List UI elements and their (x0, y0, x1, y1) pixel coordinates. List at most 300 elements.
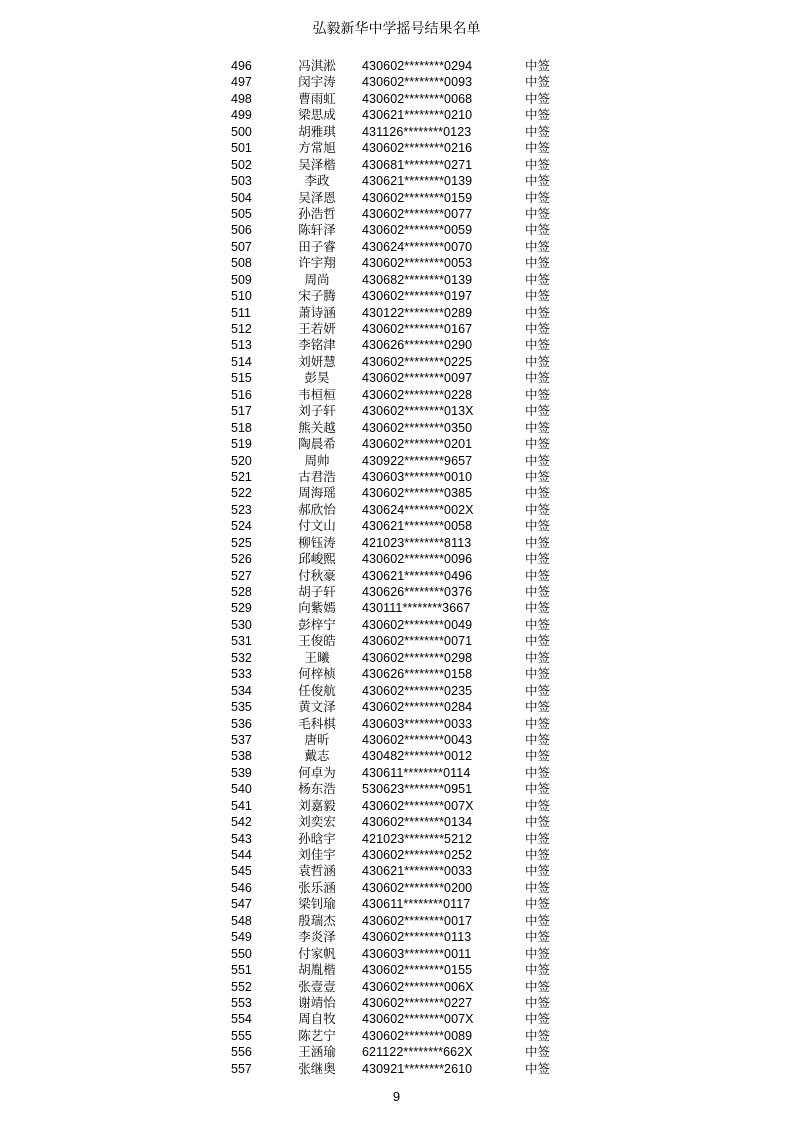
table-row (0, 91, 793, 107)
student-name: 张壹壹 (298, 978, 336, 994)
lottery-result: 中签 (525, 879, 551, 895)
lottery-result: 中签 (525, 633, 551, 649)
student-name: 孙浩哲 (298, 205, 336, 221)
id-number: 430111********3667 (362, 601, 471, 616)
student-name: 付家帆 (298, 945, 336, 961)
id-number: 430602********0155 (362, 963, 473, 978)
row-number: 517 (231, 404, 252, 419)
row-number: 539 (231, 765, 252, 780)
table-row (0, 485, 793, 501)
id-number: 430482********0012 (362, 749, 473, 764)
id-number: 430602********0200 (362, 880, 473, 895)
student-name: 付秋豪 (298, 567, 336, 583)
row-number: 504 (231, 190, 252, 205)
student-name: 何梓桢 (298, 666, 336, 682)
student-name: 彭昊 (304, 370, 330, 386)
table-row (0, 74, 793, 90)
table-row (0, 1061, 793, 1077)
row-number: 524 (231, 519, 252, 534)
table-row (0, 173, 793, 189)
id-number: 430602********0096 (362, 552, 473, 567)
student-name: 刘子轩 (298, 403, 336, 419)
student-name: 吴泽楷 (298, 156, 336, 172)
student-name: 郝欣怡 (298, 501, 336, 517)
lottery-result: 中签 (525, 666, 551, 682)
row-number: 499 (231, 108, 252, 123)
row-number: 545 (231, 864, 252, 879)
table-row (0, 206, 793, 222)
row-number: 497 (231, 75, 252, 90)
table-row (0, 814, 793, 830)
table-row (0, 765, 793, 781)
id-number: 430602********0097 (362, 371, 473, 386)
lottery-result: 中签 (525, 58, 551, 73)
student-name: 胡子轩 (298, 584, 336, 599)
lottery-result: 中签 (525, 1044, 551, 1060)
id-number: 430602********0227 (362, 995, 473, 1010)
row-number: 552 (231, 979, 252, 994)
row-number: 538 (231, 749, 252, 764)
table-row (0, 633, 793, 649)
student-name: 唐昕 (304, 731, 330, 747)
row-number: 511 (231, 305, 251, 320)
id-number: 430621********0139 (362, 174, 473, 189)
lottery-result: 中签 (525, 386, 551, 402)
table-row (0, 436, 793, 452)
id-number: 430602********0216 (362, 141, 473, 156)
lottery-result: 中签 (525, 551, 551, 567)
id-number: 430602********0071 (362, 634, 473, 649)
row-number: 525 (231, 535, 252, 550)
student-name: 何卓为 (298, 764, 336, 780)
lottery-result: 中签 (525, 74, 551, 90)
student-name: 陈轩泽 (298, 222, 336, 238)
row-number: 529 (231, 601, 252, 616)
id-number: 430602********0294 (362, 59, 473, 73)
student-name: 任俊航 (298, 682, 336, 698)
student-name: 孙晗宇 (298, 830, 336, 846)
table-row (0, 798, 793, 814)
lottery-result: 中签 (525, 288, 551, 304)
row-number: 521 (231, 469, 252, 484)
student-name: 李政 (304, 173, 330, 189)
table-row (0, 535, 793, 551)
id-number: 430602********0167 (362, 322, 473, 336)
student-name: 胡雅琪 (298, 123, 336, 139)
student-name: 戴志 (304, 748, 330, 764)
student-name: 刘嘉毅 (298, 797, 336, 813)
table-row (0, 321, 793, 337)
lottery-result: 中签 (525, 518, 551, 534)
lottery-result: 中签 (525, 304, 551, 320)
lottery-result: 中签 (525, 863, 551, 879)
student-name: 周尚 (304, 271, 330, 287)
row-number: 534 (231, 683, 252, 698)
row-number: 501 (231, 141, 252, 156)
student-name: 付文山 (298, 518, 336, 534)
table-row (0, 666, 793, 682)
row-number: 532 (231, 650, 252, 665)
row-number: 531 (231, 634, 252, 649)
table-row (0, 650, 793, 666)
student-name: 杨东浩 (298, 781, 336, 797)
row-number: 498 (231, 91, 252, 106)
lottery-result: 中签 (525, 353, 551, 369)
id-number: 430602********0298 (362, 650, 473, 665)
student-name: 邱峻熙 (298, 551, 336, 567)
table-row (0, 568, 793, 584)
lottery-result: 中签 (525, 222, 551, 238)
student-name: 毛科棋 (298, 715, 336, 731)
student-name: 王曦 (304, 649, 330, 665)
student-name: 田子睿 (298, 238, 336, 254)
row-number: 506 (231, 223, 252, 238)
student-name: 彭梓宁 (298, 616, 336, 632)
table-row (0, 600, 793, 616)
table-row (0, 617, 793, 633)
id-number: 430621********0210 (362, 108, 473, 123)
row-number: 553 (231, 995, 252, 1010)
id-number: 430602********0043 (362, 732, 473, 747)
lottery-result: 中签 (525, 600, 551, 616)
id-number: 430602********0089 (362, 1028, 473, 1043)
id-number: 430621********0496 (362, 568, 473, 583)
student-name: 黄文泽 (298, 699, 336, 715)
table-row (0, 1011, 793, 1027)
table-row (0, 370, 793, 386)
row-number: 555 (231, 1028, 252, 1043)
table-row (0, 124, 793, 140)
table-row (0, 913, 793, 929)
lottery-result: 中签 (525, 616, 551, 632)
row-number: 527 (231, 568, 252, 583)
table-row (0, 962, 793, 978)
id-number: 430602********0201 (362, 437, 473, 452)
student-name: 韦桓桓 (298, 386, 336, 402)
page-title: 弘毅新华中学摇号结果名单 (312, 21, 481, 37)
lottery-result: 中签 (525, 436, 551, 452)
table-row (0, 453, 793, 469)
table-row (0, 781, 793, 797)
table-row (0, 305, 793, 321)
id-number: 430626********0290 (362, 338, 473, 353)
row-number: 522 (231, 486, 252, 501)
lottery-result: 中签 (525, 123, 551, 139)
table-row (0, 831, 793, 847)
row-number: 520 (231, 453, 252, 468)
student-name: 张继奥 (298, 1060, 336, 1076)
row-number: 551 (231, 963, 252, 978)
id-number: 430602********0197 (362, 289, 473, 304)
student-name: 闵宇涛 (298, 74, 336, 90)
lottery-result: 中签 (525, 945, 551, 961)
lottery-result: 中签 (525, 830, 551, 846)
results-table (0, 58, 793, 1077)
id-number: 430602********0077 (362, 206, 473, 221)
student-name: 胡胤楷 (298, 962, 336, 978)
student-name: 向紫嫣 (298, 600, 336, 616)
row-number: 523 (231, 502, 252, 517)
lottery-result: 中签 (525, 567, 551, 583)
row-number: 518 (231, 420, 252, 435)
id-number: 430611********0114 (362, 765, 471, 780)
lottery-result: 中签 (525, 485, 551, 501)
table-row (0, 337, 793, 353)
row-number: 536 (231, 716, 252, 731)
row-number: 513 (231, 338, 252, 353)
id-number: 430602********013X (362, 404, 474, 419)
student-name: 王涵瑜 (298, 1044, 336, 1060)
lottery-result: 中签 (525, 682, 551, 698)
id-number: 430626********0158 (362, 667, 473, 682)
row-number: 549 (231, 930, 252, 945)
id-number: 430602********0225 (362, 354, 473, 369)
row-number: 496 (231, 59, 252, 73)
id-number: 430621********0058 (362, 519, 473, 534)
row-number: 519 (231, 437, 252, 452)
table-row (0, 502, 793, 518)
id-number: 430624********002X (362, 502, 474, 517)
lottery-result: 中签 (525, 978, 551, 994)
table-row (0, 272, 793, 288)
table-row (0, 584, 793, 600)
student-name: 许宇翔 (298, 255, 336, 271)
table-row (0, 239, 793, 255)
row-number: 512 (231, 322, 252, 336)
table-row (0, 157, 793, 173)
row-number: 557 (231, 1061, 252, 1076)
table-row (0, 896, 793, 912)
table-row (0, 140, 793, 156)
id-number: 430602********0235 (362, 683, 473, 698)
lottery-result: 中签 (525, 238, 551, 254)
lottery-result: 中签 (525, 896, 551, 912)
row-number: 507 (231, 239, 252, 254)
lottery-result: 中签 (525, 962, 551, 978)
student-name: 柳钰涛 (298, 534, 336, 550)
lottery-result: 中签 (525, 189, 551, 205)
student-name: 吴泽恩 (298, 189, 336, 205)
row-number: 526 (231, 552, 252, 567)
id-number: 621122********662X (362, 1045, 473, 1060)
id-number: 430602********007X (362, 798, 474, 813)
lottery-result: 中签 (525, 156, 551, 172)
row-number: 535 (231, 700, 252, 715)
row-number: 543 (231, 831, 252, 846)
id-number: 430624********0070 (362, 239, 473, 254)
id-number: 421023********8113 (362, 535, 472, 550)
id-number: 430626********0376 (362, 585, 473, 599)
table-row (0, 748, 793, 764)
id-number: 430602********0134 (362, 815, 473, 830)
table-row (0, 190, 793, 206)
student-name: 梁钊瑜 (298, 896, 336, 912)
table-row (0, 880, 793, 896)
lottery-result: 中签 (525, 173, 551, 189)
table-row (0, 995, 793, 1011)
table-row (0, 683, 793, 699)
row-number: 544 (231, 848, 252, 862)
student-name: 李铭津 (298, 337, 336, 353)
id-number: 430602********0059 (362, 223, 473, 238)
id-number: 430602********006X (362, 979, 474, 994)
lottery-result: 中签 (525, 781, 551, 797)
lottery-result: 中签 (525, 649, 551, 665)
row-number: 541 (231, 798, 252, 813)
table-row (0, 732, 793, 748)
lottery-result: 中签 (525, 90, 551, 106)
row-number: 547 (231, 897, 252, 912)
student-name: 周自牧 (298, 1011, 336, 1027)
student-name: 王若妍 (298, 321, 336, 336)
lottery-result: 中签 (525, 715, 551, 731)
lottery-result: 中签 (525, 419, 551, 435)
student-name: 王俊皓 (298, 633, 336, 649)
row-number: 550 (231, 946, 252, 961)
student-name: 周海瑶 (298, 485, 336, 501)
row-number: 548 (231, 913, 252, 928)
id-number: 430681********0271 (362, 157, 473, 172)
row-number: 502 (231, 157, 252, 172)
lottery-result: 中签 (525, 1060, 551, 1076)
lottery-result: 中签 (525, 271, 551, 287)
table-row (0, 107, 793, 123)
row-number: 537 (231, 732, 252, 747)
id-number: 430602********0093 (362, 75, 473, 90)
student-name: 冯淇淞 (298, 58, 336, 73)
student-name: 宋子腾 (298, 288, 336, 304)
lottery-result: 中签 (525, 452, 551, 468)
lottery-result: 中签 (525, 764, 551, 780)
student-name: 袁哲涵 (298, 863, 336, 879)
id-number: 430602********0049 (362, 617, 473, 632)
id-number: 430602********0113 (362, 930, 472, 945)
student-name: 曹雨虹 (298, 90, 336, 106)
lottery-result: 中签 (525, 370, 551, 386)
table-row (0, 288, 793, 304)
id-number: 430602********0159 (362, 190, 473, 205)
id-number: 430602********0385 (362, 486, 473, 501)
row-number: 510 (231, 289, 252, 304)
table-row (0, 1044, 793, 1060)
lottery-result: 中签 (525, 699, 551, 715)
student-name: 萧诗涵 (298, 304, 336, 320)
table-row (0, 847, 793, 863)
table-row (0, 716, 793, 732)
row-number: 542 (231, 815, 252, 830)
id-number: 430922********9657 (362, 453, 473, 468)
table-row (0, 354, 793, 370)
student-name: 古君浩 (298, 468, 336, 484)
id-number: 430921********2610 (362, 1061, 473, 1076)
id-number: 430611********0117 (362, 897, 471, 912)
student-name: 刘妍慧 (298, 353, 336, 369)
table-row (0, 551, 793, 567)
table-row (0, 1028, 793, 1044)
row-number: 528 (231, 585, 252, 599)
lottery-result: 中签 (525, 403, 551, 419)
lottery-result: 中签 (525, 107, 551, 123)
lottery-result: 中签 (525, 205, 551, 221)
lottery-result: 中签 (525, 1027, 551, 1043)
student-name: 陶晨希 (298, 436, 336, 452)
student-name: 张乐涵 (298, 879, 336, 895)
id-number: 430602********0350 (362, 420, 473, 435)
id-number: 430602********0228 (362, 387, 473, 402)
id-number: 430602********0053 (362, 256, 473, 271)
lottery-result: 中签 (525, 501, 551, 517)
table-row (0, 979, 793, 995)
table-row (0, 255, 793, 271)
lottery-result: 中签 (525, 584, 551, 599)
table-row (0, 387, 793, 403)
table-row (0, 518, 793, 534)
student-name: 周帅 (304, 452, 330, 468)
student-name: 梁思成 (298, 107, 336, 123)
table-row (0, 403, 793, 419)
id-number: 430602********0068 (362, 91, 473, 106)
table-row (0, 946, 793, 962)
id-number: 430603********0010 (362, 469, 473, 484)
lottery-result: 中签 (525, 994, 551, 1010)
lottery-result: 中签 (525, 748, 551, 764)
lottery-result: 中签 (525, 534, 551, 550)
row-number: 508 (231, 256, 252, 271)
lottery-result: 中签 (525, 321, 551, 336)
table-row (0, 222, 793, 238)
student-name: 刘奕宏 (298, 814, 336, 830)
row-number: 509 (231, 272, 252, 287)
id-number: 431126********0123 (362, 124, 472, 139)
row-number: 500 (231, 124, 252, 139)
row-number: 530 (231, 617, 252, 632)
row-number: 505 (231, 206, 252, 221)
table-row (0, 469, 793, 485)
id-number: 430603********0011 (362, 946, 472, 961)
lottery-result: 中签 (525, 468, 551, 484)
lottery-result: 中签 (525, 814, 551, 830)
table-row (0, 58, 793, 74)
student-name: 刘佳宇 (298, 847, 336, 862)
lottery-result: 中签 (525, 912, 551, 928)
id-number: 430682********0139 (362, 272, 473, 287)
student-name: 陈艺宁 (298, 1027, 336, 1043)
lottery-result: 中签 (525, 929, 551, 945)
id-number: 430603********0033 (362, 716, 473, 731)
id-number: 430122********0289 (362, 305, 473, 320)
id-number: 430602********0017 (362, 913, 473, 928)
row-number: 546 (231, 880, 252, 895)
lottery-result: 中签 (525, 847, 551, 862)
id-number: 430602********0252 (362, 848, 473, 862)
lottery-result: 中签 (525, 731, 551, 747)
table-row (0, 863, 793, 879)
table-row (0, 699, 793, 715)
row-number: 514 (231, 354, 252, 369)
student-name: 熊关越 (298, 419, 336, 435)
student-name: 李炎泽 (298, 929, 336, 945)
lottery-result: 中签 (525, 140, 551, 156)
lottery-result: 中签 (525, 1011, 551, 1027)
row-number: 556 (231, 1045, 252, 1060)
student-name: 谢靖怡 (298, 994, 336, 1010)
student-name: 方常旭 (298, 140, 336, 156)
id-number: 530623********0951 (362, 782, 473, 797)
row-number: 540 (231, 782, 252, 797)
table-row (0, 420, 793, 436)
page-number: 9 (392, 1089, 401, 1104)
id-number: 430602********0284 (362, 700, 473, 715)
